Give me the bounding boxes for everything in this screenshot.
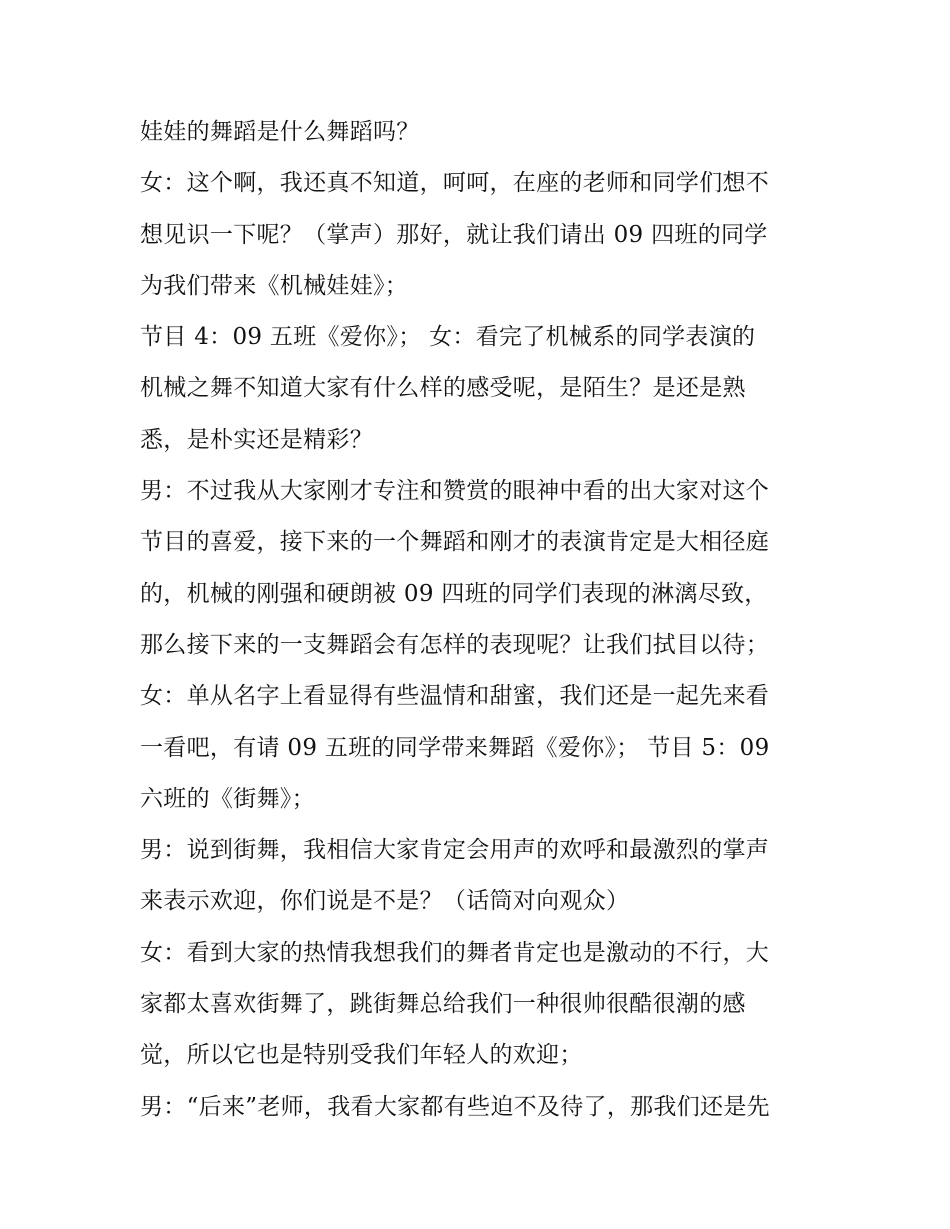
text-line: 为我们带来《机械娃娃》；: [140, 272, 409, 299]
text-line: 节目 4：09 五班《爱你》； 女：看完了机械系的同学表演的: [140, 324, 756, 351]
text-line: 男：说到街舞，我相信大家肯定会用声的欢呼和最激烈的掌声: [140, 837, 770, 864]
text-line: 娃娃的舞蹈是什么舞蹈吗？: [140, 119, 420, 145]
text-line: 男：“后来”老师，我看大家都有些迫不及待了，那我们还是先: [140, 1093, 770, 1120]
text-line: 女：单从名字上看显得有些温情和甜蜜，我们还是一起先来看: [140, 683, 770, 710]
text-line: 节目的喜爱，接下来的一个舞蹈和刚才的表演肯定是大相径庭: [140, 529, 770, 556]
text-line: 觉，所以它也是特别受我们年轻人的欢迎；: [140, 1042, 583, 1069]
text-line: 男：不过我从大家刚才专注和赞赏的眼神中看的出大家对这个: [140, 478, 770, 505]
text-line: 想见识一下呢？（掌声）那好，就让我们请出 09 四班的同学: [140, 221, 768, 248]
text-line: 机械之舞不知道大家有什么样的感受呢，是陌生？是还是熟: [140, 375, 746, 402]
text-line: 六班的《街舞》；: [140, 785, 315, 812]
text-line: 的，机械的刚强和硬朗被 09 四班的同学们表现的淋漓尽致，: [140, 580, 768, 607]
text-line: 女：看到大家的热情我想我们的舞者肯定也是激动的不行，大: [140, 939, 770, 966]
text-line: 家都太喜欢街舞了，跳街舞总给我们一种很帅很酷很潮的感: [140, 991, 746, 1018]
text-line: 悉，是朴实还是精彩？: [140, 426, 373, 453]
document-body: [140, 107, 820, 1133]
text-line: 一看吧，有请 09 五班的同学带来舞蹈《爱你》； 节目 5：09: [140, 734, 770, 761]
text-line: 那么接下来的一支舞蹈会有怎样的表现呢？让我们拭目以待；: [140, 631, 770, 658]
text-line: 女：这个啊，我还真不知道，呵呵，在座的老师和同学们想不: [140, 170, 770, 197]
text-line: 来表示欢迎，你们说是不是？（话筒对向观众）: [140, 888, 630, 915]
